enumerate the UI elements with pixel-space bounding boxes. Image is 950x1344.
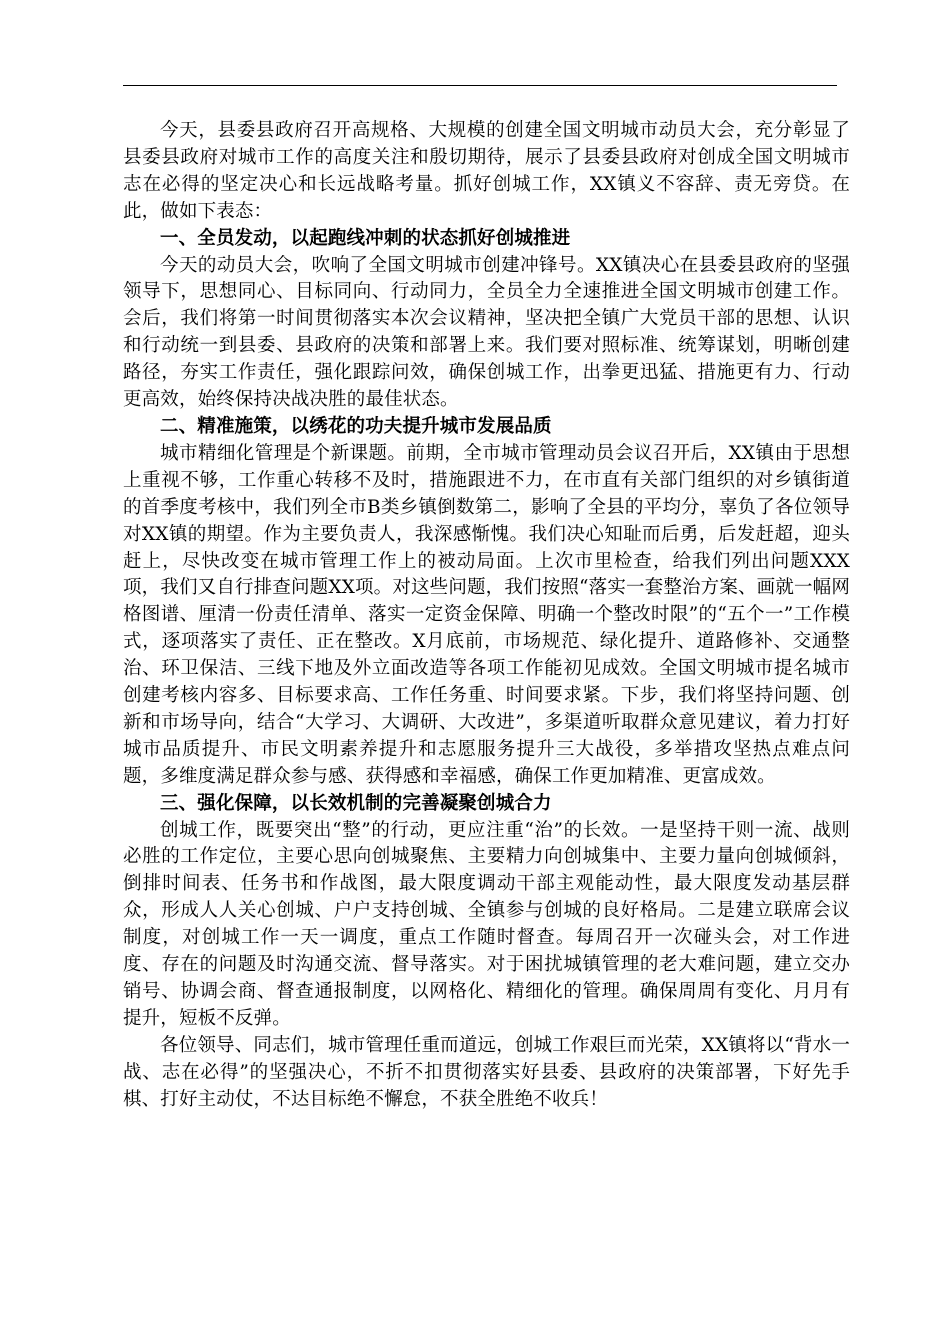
- section-1-heading: 一、全员发动，以起跑线冲刺的状态抓好创城推进: [160, 227, 571, 249]
- section-2-heading: 二、精准施策，以绣花的功夫提升城市发展品质: [160, 415, 552, 437]
- section-3-heading: 三、强化保障，以长效机制的完善凝聚创城合力: [160, 792, 552, 814]
- closing-paragraph: 各位领导、同志们，城市管理任重而道远，创城工作艰巨而光荣，XX镇将以“背水一战、志在必得”的坚强决心，不折不扣贯彻落实好县委、县政府的决策部署，下好先手棋、打好主动仗，不达目标绝不懈怠，不获全胜绝不收兵！: [123, 1034, 850, 1110]
- document-body: [123, 118, 850, 1114]
- section-2-paragraph: 城市精细化管理是个新课题。前期，全市城市管理动员会议召开后，XX镇由于思想上重视不够，工作重心转移不及时，措施跟进不力，在市直有关部门组织的对乡镇街道的首季度考核中，我们列全市B类乡镇倒数第二，影响了全县的平均分，辜负了各位领导对XX镇的期望。作为主要负责人，我深感惭愧。我们决心知耻而后勇，后发赶超，迎头赶上，尽快改变在城市管理工作上的被动局面。上次市里检查，给我们列出问题XXX项，我们又自行排查问题XX项。对这些问题，我们按照“落实一套整治方案、画就一幅网格图谱、厘清一份责任清单、落实一定资金保障、明确一个整改时限”的“五个一”工作模式，逐项落实了责任、正在整改。X月底前，市场规范、绿化提升、道路修补、交通整治、环卫保洁、三线下地及外立面改造等各项工作能初见成效。全国文明城市提名城市创建考核内容多、目标要求高、工作任务重、时间要求紧。下步，我们将坚持问题、创新和市场导向，结合“大学习、大调研、大改进”，多渠道听取群众意见建议，着力打好城市品质提升、市民文明素养提升和志愿服务提升三大战役，多举措攻坚热点难点问题，多维度满足群众参与感、获得感和幸福感，确保工作更加精准、更富成效。: [123, 442, 850, 787]
- section-1-paragraph: 今天的动员大会，吹响了全国文明城市创建冲锋号。XX镇决心在县委县政府的坚强领导下，思想同心、目标同向、行动同力，全员全力全速推进全国文明城市创建工作。会后，我们将第一时间贯彻落实本次会议精神，坚决把全镇广大党员干部的思想、认识和行动统一到县委、县政府的决策和部署上来。我们要对照标准、统筹谋划，明晰创建路径，夯实工作责任，强化跟踪问效，确保创城工作，出拳更迅猛、措施更有力、行动更高效，始终保持决战决胜的最佳状态。: [123, 254, 850, 411]
- section-3-paragraph: 创城工作，既要突出“整”的行动，更应注重“治”的长效。一是坚持干则一流、战则必胜的工作定位，主要心思向创城聚焦、主要精力向创城集中、主要力量向创城倾斜，倒排时间表、任务书和作战图，最大限度调动干部主观能动性，最大限度发动基层群众，形成人人关心创城、户户支持创城、全镇参与创城的良好格局。二是建立联席会议制度，对创城工作一天一调度，重点工作随时督查。每周召开一次碰头会，对工作进度、存在的问题及时沟通交流、督导落实。对于困扰城镇管理的老大难问题，建立交办销号、协调会商、督查通报制度，以网格化、精细化的管理。确保周周有变化、月月有提升，短板不反弹。: [123, 819, 850, 1029]
- header-rule: [123, 85, 837, 86]
- intro-paragraph: 今天，县委县政府召开高规格、大规模的创建全国文明城市动员大会，充分彰显了县委县政府对城市工作的高度关注和殷切期待，展示了县委县政府对创成全国文明城市志在必得的坚定决心和长远战略考量。抓好创城工作，XX镇义不容辞、责无旁贷。在此，做如下表态：: [123, 120, 850, 222]
